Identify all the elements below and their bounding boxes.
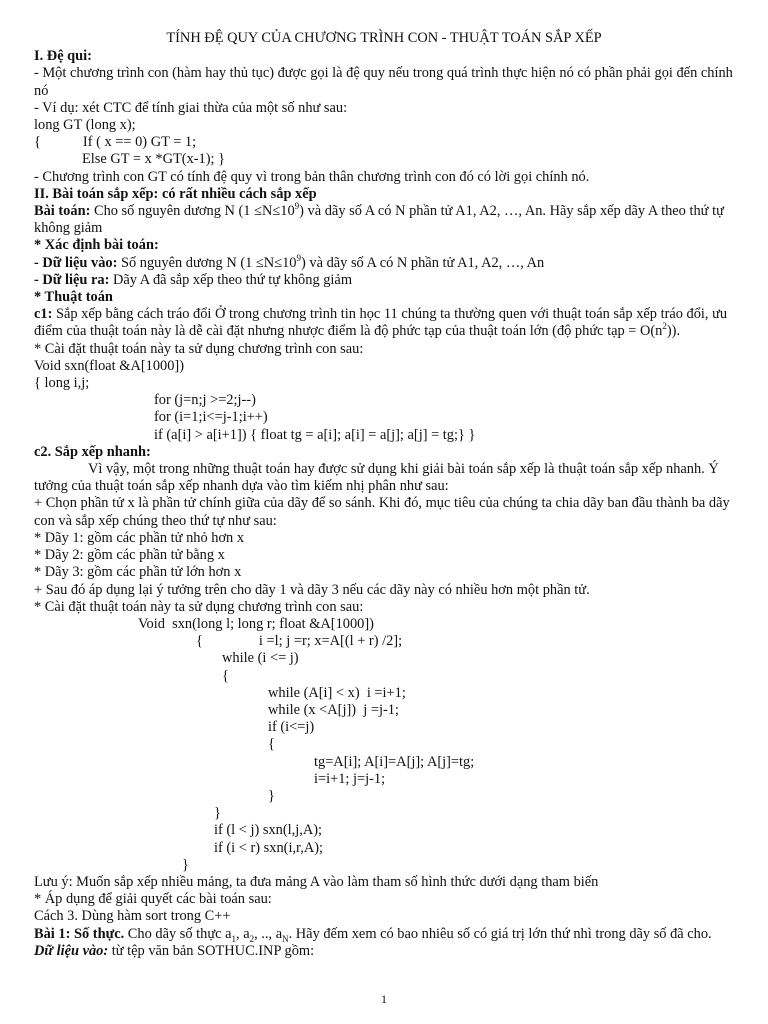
recursion-example-intro: - Ví dụ: xét CTC để tính giai thừa của một số như sau: xyxy=(34,99,348,116)
text: )). xyxy=(666,323,681,340)
code-line: if (i < r) sxn(i,r,A); xyxy=(214,839,324,856)
label: - Dữ liệu ra: xyxy=(34,271,110,288)
code-line: for (j=n;j >=2;j--) xyxy=(154,392,256,409)
code-line: Void sxn(long l; long r; float &A[1000]) xyxy=(138,615,374,632)
code-token: { xyxy=(196,633,203,650)
exercise-input-line xyxy=(34,943,734,960)
text: Cho dãy số thực a xyxy=(124,925,232,942)
code-line: while (A[i] < x) i =i+1; xyxy=(268,684,406,701)
superscript: 9 xyxy=(294,201,300,212)
code-line: if (i<=j) xyxy=(268,719,315,736)
section-heading-sorting: II. Bài toán sắp xếp: có rất nhiều cách sắp xếp xyxy=(34,185,317,202)
code-line: { xyxy=(268,736,275,753)
text: . Hãy đếm xem có bao nhiêu số có giá trị lớn thứ nhì trong dãy số đã cho. xyxy=(288,925,712,942)
code-line: if (l < j) sxn(l,j,A); xyxy=(214,822,323,839)
code-line: } xyxy=(214,805,221,822)
note-paragraph: Lưu ý: Muốn sắp xếp nhiều mảng, ta đưa mảng A vào làm tham số hình thức dưới dạng tham biến xyxy=(34,873,599,890)
code-token: If ( x == 0) GT = 1; xyxy=(82,134,197,151)
code-line: i=i+1; j=j-1; xyxy=(314,770,386,787)
code-line: { long i,j; xyxy=(34,375,90,392)
code-line: tg=A[i]; A[i]=A[j]; A[j]=tg; xyxy=(314,753,475,770)
label: Dữ liệu vào: xyxy=(34,942,109,959)
subheading-define-problem: * Xác định bài toán: xyxy=(34,237,159,254)
exercise-1 xyxy=(34,926,734,943)
implementation-note: * Cài đặt thuật toán này ta sử dụng chương trình con sau: xyxy=(34,340,364,357)
code-line: while (x <A[j]) j =j-1; xyxy=(268,701,399,718)
subheading-quicksort: c2. Sắp xếp nhanh: xyxy=(34,443,151,460)
code-line: } xyxy=(182,856,189,873)
method1-paragraph xyxy=(34,306,734,340)
list-item: * Dãy 3: gồm các phần tử lớn hơn x xyxy=(34,564,242,581)
superscript: 2 xyxy=(662,321,667,332)
label: Bài 1: Số thực. xyxy=(34,925,125,942)
problem-statement xyxy=(34,203,734,237)
recursion-definition: - Một chương trình con (hàm hay thủ tục) được gọi là đệ quy nếu trong quá trình thực hiện nó có phần phải gọi đến chính nó xyxy=(34,65,733,99)
code-line: } xyxy=(268,787,275,804)
recursion-step: + Sau đó áp dụng lại ý tưởng trên cho dãy 1 và dãy 3 nếu các dãy này có nhiều hơn một phần tử. xyxy=(34,581,590,598)
subscript: N xyxy=(282,933,289,944)
text: ) và dãy số A có N phần tử A1, A2, …, An xyxy=(301,254,545,271)
list-item: * Dãy 2: gồm các phần tử bằng x xyxy=(34,547,225,564)
code-line xyxy=(34,633,734,650)
code-line: { xyxy=(222,667,229,684)
code-line: long GT (long x); xyxy=(34,117,136,134)
document-title: TÍNH ĐỆ QUY CỦA CHƯƠNG TRÌNH CON - THUẬT TOÁN SẮP XẾP xyxy=(166,30,602,46)
label: Bài toán: xyxy=(34,203,91,220)
code-line xyxy=(34,134,734,151)
code-line: if (a[i] > a[i+1]) { float tg = a[i]; a[i] = a[j]; a[j] = tg;} } xyxy=(154,426,476,443)
section-heading-recursion: I. Đệ qui: xyxy=(34,48,92,65)
output-description xyxy=(34,272,734,289)
text: Dãy A đã sắp xếp theo thứ tự không giảm xyxy=(109,271,353,288)
code-line: Else GT = x *GT(x-1); } xyxy=(82,151,226,168)
code-token: { xyxy=(34,134,41,151)
recursion-note: - Chương trình con GT có tính đệ quy vì trong bản thân chương trình con đó có lời gọi chính nó. xyxy=(34,168,590,185)
subheading-algorithm: * Thuật toán xyxy=(34,289,113,306)
text: , .., a xyxy=(254,925,283,942)
code-line: Void sxn(float &A[1000]) xyxy=(34,357,185,374)
list-item: * Dãy 1: gồm các phần tử nhỏ hơn x xyxy=(34,529,245,546)
implementation-note: * Cài đặt thuật toán này ta sử dụng chương trình con sau: xyxy=(34,598,364,615)
code-line: while (i <= j) xyxy=(222,650,299,667)
superscript: 9 xyxy=(296,252,301,263)
label: c1: xyxy=(34,306,53,323)
code-line: for (i=1;i<=j-1;i++) xyxy=(154,409,268,426)
input-description xyxy=(34,252,734,272)
text: Sắp xếp bằng cách tráo đổi Ở trong chương trình tin học 11 chúng ta thường quen với thuật toán sắp xếp tráo đổi, ưu điểm của thuật toán này là dễ cài đặt nhưng nhược điểm là độ phức tạp của thuật toán lớn (độ phức tạp = O(n xyxy=(34,306,728,340)
page-number: 1 xyxy=(381,992,387,1006)
apply-heading: * Áp dụng để giải quyết các bài toán sau: xyxy=(34,891,272,908)
quicksort-intro: Vì vậy, một trong những thuật toán hay được sử dụng khi giải bài toán sắp xếp là thuật toán sắp xếp nhanh. Ý tưởng của thuật toán sắp xếp nhanh dựa vào tìm kiếm nhị phân như sau: xyxy=(34,461,719,495)
text: Cho số nguyên dương N (1 ≤N≤10 xyxy=(90,203,295,220)
label: - Dữ liệu vào: xyxy=(34,254,118,271)
text: ) và dãy số A có N phần tử A1, A2, …, An. Hãy sắp xếp dãy A theo thứ tự không giảm xyxy=(34,203,724,237)
text: Số nguyên dương N (1 ≤N≤10 xyxy=(117,254,297,271)
text: từ tệp văn bản SOTHUC.INP gồm: xyxy=(108,942,315,959)
code-token: i =l; j =r; x=A[(l + r) /2]; xyxy=(258,633,403,650)
text: , a xyxy=(236,925,250,942)
subscript: 1 xyxy=(231,933,237,944)
method3-line: Cách 3. Dùng hàm sort trong C++ xyxy=(34,908,231,925)
subscript: 2 xyxy=(249,933,255,944)
quicksort-pivot: + Chọn phần tử x là phần tử chính giữa của dãy để so sánh. Khi đó, mục tiêu của chúng ta chia dãy ban đầu thành ba dãy con và sắp xếp chúng theo thứ tự như sau: xyxy=(34,495,730,529)
